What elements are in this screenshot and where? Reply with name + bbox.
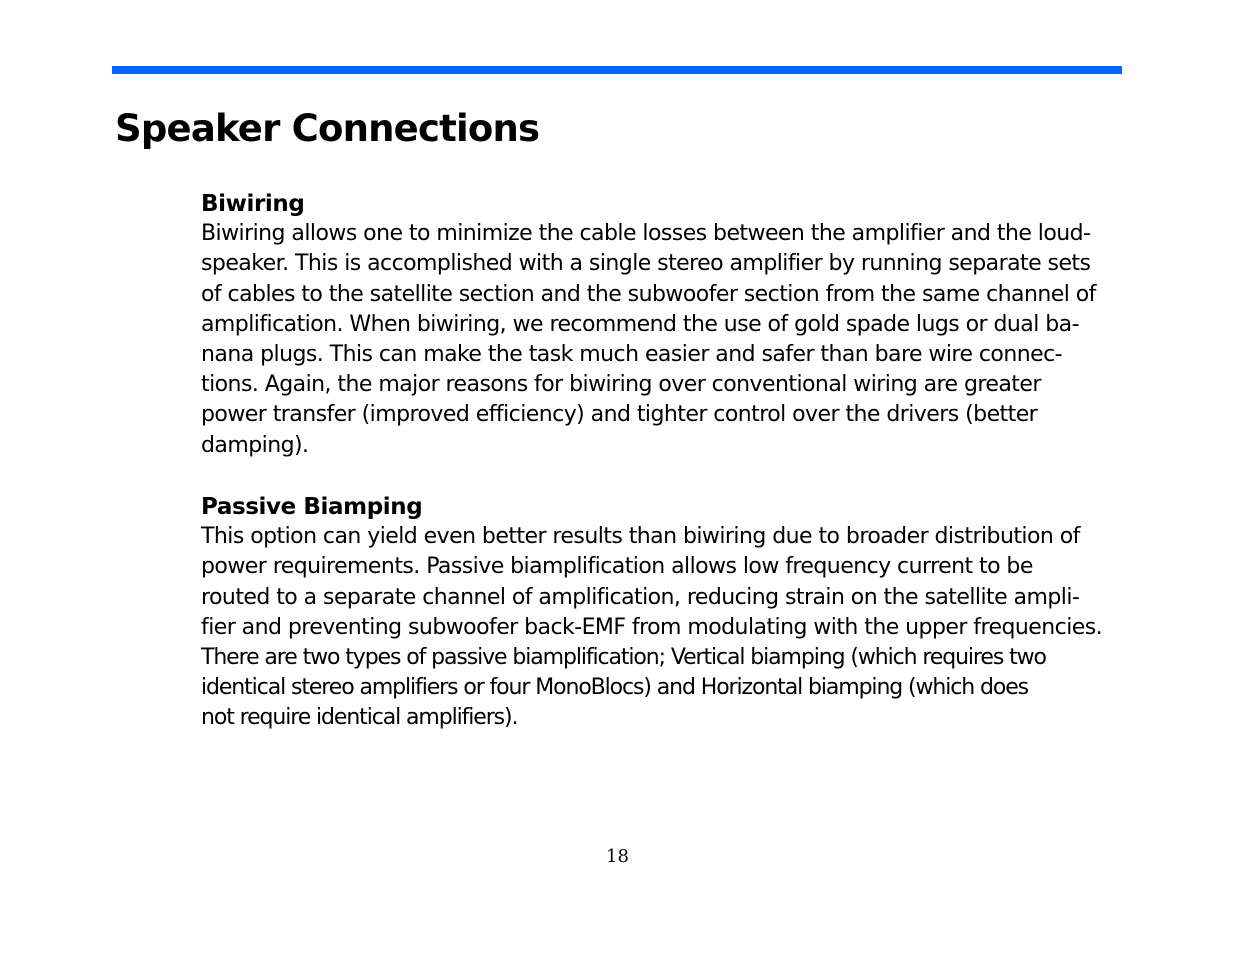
body-line: of cables to the satellite section and the subwoofer section from the same channel of <box>201 281 1096 307</box>
body-line: tions. Again, the major reasons for biwiring over conventional wiring are greater <box>201 372 1041 398</box>
section-heading: Passive Biamping <box>201 494 423 520</box>
body-line: This option can yield even better results than biwiring due to broader distribution of <box>201 524 1080 550</box>
section-passive-biamping <box>201 492 1102 734</box>
body-line: There are two types of passive biamplification; Vertical biamping (which requires two <box>201 644 1046 670</box>
section-biwiring <box>201 189 1096 461</box>
page-title: Speaker Connections <box>115 107 540 150</box>
body-line: power requirements. Passive biamplification allows low frequency current to be <box>201 554 1033 580</box>
body-line: speaker. This is accomplished with a single stereo amplifier by running separate sets <box>201 251 1091 277</box>
body-line: routed to a separate channel of amplification, reducing strain on the satellite ampli- <box>201 584 1080 610</box>
body-line: not require identical amplifiers). <box>201 705 518 731</box>
header-accent-bar <box>112 66 1122 74</box>
body-line: power transfer (improved efficiency) and tighter control over the drivers (better <box>201 402 1038 428</box>
body-line: damping). <box>201 432 309 458</box>
body-line: Biwiring allows one to minimize the cable losses between the amplifier and the loud- <box>201 221 1091 247</box>
body-line: identical stereo amplifiers or four MonoBlocs) and Horizontal biamping (which does <box>201 675 1029 701</box>
body-line: amplification. When biwiring, we recommend the use of gold spade lugs or dual ba- <box>201 311 1079 337</box>
section-body <box>201 522 1102 733</box>
page-number: 18 <box>606 846 629 867</box>
body-line: fier and preventing subwoofer back-EMF from modulating with the upper frequencies. <box>201 614 1103 640</box>
body-line: nana plugs. This can make the task much easier and safer than bare wire connec- <box>201 341 1063 367</box>
section-body <box>201 219 1096 461</box>
section-heading: Biwiring <box>201 191 305 217</box>
